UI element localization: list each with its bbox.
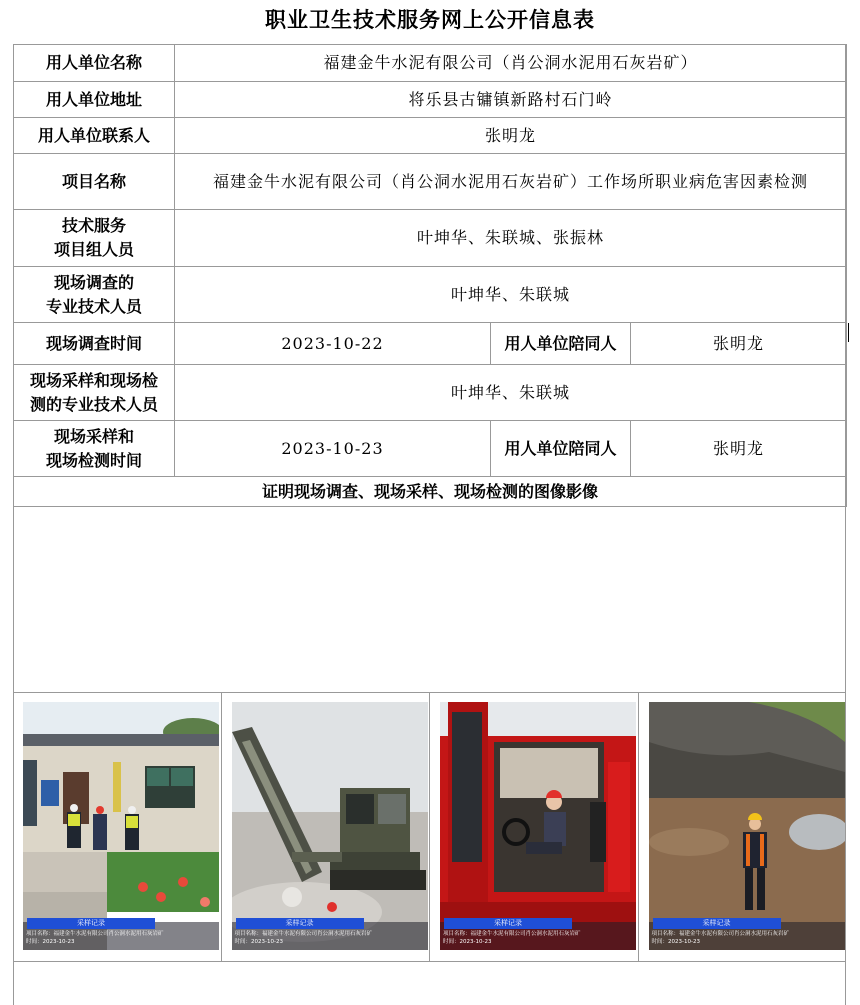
photo-caption-3 — [440, 919, 636, 950]
row-unit-name — [14, 45, 847, 82]
info-table — [13, 44, 847, 507]
survey-time-value: 2023-10-22 — [175, 323, 491, 365]
project-team-label-line2: 项目组人员 — [53, 240, 134, 259]
row-survey-staff — [14, 267, 847, 323]
sampling-time-label-line2: 现场检测时间 — [45, 450, 142, 470]
office-building-photo[interactable] — [23, 702, 219, 950]
photo-caption-line2-3: 时间：2023-10-23 — [443, 939, 492, 945]
row-project-name — [14, 154, 847, 210]
page-title: 职业卫生技术服务网上公开信息表 — [265, 7, 595, 32]
row-unit-address — [14, 82, 847, 118]
project-team-value: 叶坤华、朱联城、张振林 — [175, 210, 847, 267]
photo-cell-1 — [13, 692, 222, 962]
project-name-value: 福建金牛水泥有限公司（肖公洞水泥用石灰岩矿）工作场所职业病危害因素检测 — [175, 154, 847, 210]
photo-caption-line2-4: 时间：2023-10-23 — [651, 939, 700, 945]
project-name-label: 项目名称 — [14, 154, 175, 210]
unit-address-value: 将乐县古镛镇新路村石门岭 — [175, 82, 847, 118]
photo-caption-line1-2: 项目名称：福建金牛水泥有限公司肖公洞水泥用石灰岩矿 — [234, 931, 373, 937]
sampling-staff-label-line1: 现场采样和现场检 — [29, 370, 158, 390]
sampling-time-label — [14, 421, 175, 477]
drilling-rig-photo[interactable] — [232, 702, 428, 950]
photo-caption-line1-3: 项目名称：福建金牛水泥有限公司肖公洞水泥用石灰岩矿 — [443, 931, 581, 937]
red-truck-cab-image — [440, 702, 636, 950]
images-header: 证明现场调查、现场采样、现场检测的图像影像 — [14, 477, 847, 507]
survey-staff-value: 叶坤华、朱联城 — [175, 267, 847, 323]
unit-name-label: 用人单位名称 — [14, 45, 175, 82]
sampling-time-value: 2023-10-23 — [175, 421, 491, 477]
photo-caption-line2-2: 时间：2023-10-23 — [234, 939, 283, 945]
sampling-staff-label — [14, 365, 175, 421]
survey-time-label: 现场调查时间 — [14, 323, 175, 365]
unit-contact-label: 用人单位联系人 — [14, 118, 175, 154]
unit-name-value: 福建金牛水泥有限公司（肖公洞水泥用石灰岩矿） — [175, 45, 847, 82]
photo-cell-2 — [222, 692, 431, 962]
photo-tag-3: 采样记录 — [444, 918, 572, 929]
row-sampling-time — [14, 421, 847, 477]
photo-caption-line1-4: 项目名称：福建金牛水泥有限公司肖公洞水泥用石灰岩矿 — [651, 931, 790, 937]
text-cursor-icon — [848, 323, 849, 342]
quarry-worker-image — [649, 702, 845, 950]
survey-staff-label-line1: 现场调查的 — [53, 272, 134, 292]
drilling-rig-image — [232, 702, 428, 950]
survey-staff-label-line2: 专业技术人员 — [45, 296, 142, 316]
row-images-header — [14, 477, 847, 507]
survey-companion-label: 用人单位陪同人 — [491, 323, 631, 365]
sampling-companion-label: 用人单位陪同人 — [491, 421, 631, 477]
red-truck-cab-photo[interactable] — [440, 702, 636, 950]
photo-caption-line1-1: 项目名称：福建金牛水泥有限公司肖公洞水泥用石灰岩矿 — [26, 931, 164, 937]
row-sampling-staff — [14, 365, 847, 421]
project-team-label — [14, 210, 175, 267]
project-team-label-line1: 技术服务 — [61, 216, 126, 235]
photo-cell-4 — [639, 692, 847, 962]
photo-strip — [13, 692, 846, 962]
sampling-staff-value: 叶坤华、朱联城 — [175, 365, 847, 421]
row-survey-time — [14, 323, 847, 365]
photo-cell-3 — [430, 692, 639, 962]
photo-caption-1 — [23, 919, 219, 950]
quarry-worker-photo[interactable] — [649, 702, 845, 950]
sampling-companion-value: 张明龙 — [631, 421, 847, 477]
unit-contact-value: 张明龙 — [175, 118, 847, 154]
survey-staff-label — [14, 267, 175, 323]
sampling-time-label-line1: 现场采样和 — [53, 426, 134, 446]
photo-caption-2 — [232, 919, 428, 950]
photo-caption-4 — [649, 919, 845, 950]
photo-caption-line2-1: 时间：2023-10-23 — [26, 939, 75, 945]
unit-address-label: 用人单位地址 — [14, 82, 175, 118]
row-project-team — [14, 210, 847, 267]
survey-companion-value: 张明龙 — [631, 323, 847, 365]
row-unit-contact — [14, 118, 847, 154]
photo-tag-4: 采样记录 — [653, 918, 781, 929]
photo-tag-2: 采样记录 — [236, 918, 364, 929]
photo-tag-1: 采样记录 — [27, 918, 155, 929]
sampling-staff-label-line2: 测的专业技术人员 — [29, 394, 158, 414]
office-building-image — [23, 702, 219, 950]
